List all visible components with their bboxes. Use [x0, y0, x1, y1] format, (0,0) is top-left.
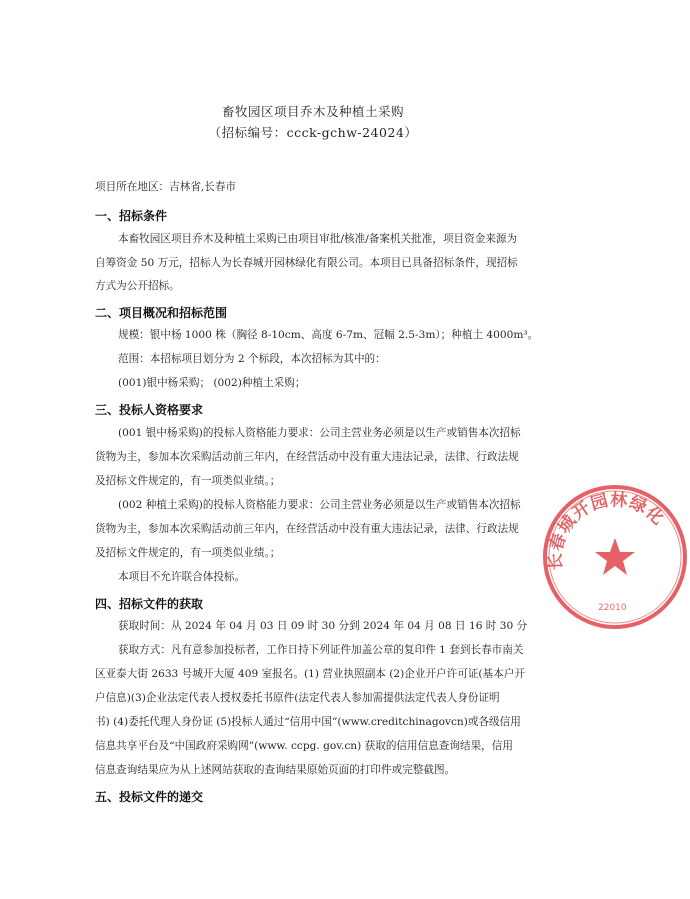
qualification-line: (002 种植土采购)的投标人资格能力要求：公司主营业务必须是以生产或销售本次招标	[118, 499, 521, 511]
seal-text: 长春城开园林绿化	[545, 490, 669, 571]
qualification-line: 货物为主，参加本次采购活动前三年内，在经营活动中没有重大违法记录，法律、行政法规	[95, 451, 519, 463]
seal-star-icon	[595, 538, 635, 575]
acquisition-method-line: 信息共享平台及“中国政府采购网”(www. ccpg. gov.cn) 获取的信用信息查询结果，信用	[95, 740, 513, 752]
acquisition-method-line: 获取方式：凡有意参加投标者，工作日持下列证件加盖公章的复印件 1 套到长春市南关	[118, 644, 524, 656]
project-scope: 范围：本招标项目划分为 2 个标段，本次招标为其中的：	[118, 353, 386, 365]
section-5-heading: 五、投标文件的递交	[95, 790, 204, 804]
section-1-line: 自筹资金 50 万元，招标人为长春城开园林绿化有限公司。本项目已具备招标条件，现招标	[95, 257, 518, 269]
acquisition-time: 获取时间：从 2024 年 04 月 03 日 09 时 30 分到 2024 年 04 月 08 日 16 时 30 分	[118, 620, 528, 632]
acquisition-method-line: 区亚泰大街 2633 号城开大厦 409 室报名。(1) 营业执照副本 (2)企业开户许可证(基本户开	[95, 668, 525, 680]
section-4-heading: 四、招标文件的获取	[95, 597, 204, 611]
seal-code: 22010	[598, 603, 627, 613]
company-seal	[540, 482, 690, 632]
section-1-heading: 一、招标条件	[95, 209, 168, 223]
qualification-line: (001 银中杨采购)的投标人资格能力要求：公司主营业务必须是以生产或销售本次招标	[118, 427, 521, 439]
qualification-line: 货物为主，参加本次采购活动前三年内，在经营活动中没有重大违法记录，法律、行政法规	[95, 523, 519, 535]
document-title: 畜牧园区项目乔木及种植土采购	[221, 104, 404, 119]
project-location: 项目所在地区：吉林省,长春市	[95, 181, 237, 193]
qualification-line: 及招标文件规定的，有一项类似业绩。；	[95, 475, 281, 487]
acquisition-method-line: 户信息)(3)企业法定代表人授权委托书原件(法定代表人参加需提供法定代表人身份证明	[95, 692, 500, 704]
section-2-heading: 二、项目概况和招标范围	[95, 306, 228, 320]
section-1-line: 方式为公开招标。	[95, 280, 180, 292]
acquisition-method-line: 信息查询结果应为从上述网站获取的查询结果原始页面的打印件或完整截图。	[95, 764, 456, 776]
consortium-note: 本项目不允许联合体投标。	[118, 571, 246, 583]
section-1-line: 本畜牧园区项目乔木及种植土采购已由项目审批/核准/备案机关批准，项目资金来源为	[118, 233, 518, 245]
project-lots: (001)银中杨采购； (002)种植土采购；	[118, 377, 306, 389]
tender-number: （招标编号：ccck-gchw-24024）	[208, 125, 418, 140]
qualification-line: 及招标文件规定的，有一项类似业绩。；	[95, 547, 281, 559]
project-scale: 规模：银中杨 1000 株（胸径 8-10cm、高度 6-7m、冠幅 2.5-3m）；种植土 4000m³。	[118, 329, 539, 341]
acquisition-method-line: 书) (4)委托代理人身份证 (5)投标人通过“信用中国”(www.creditchinagovcn)或各级信用	[95, 716, 521, 728]
section-3-heading: 三、投标人资格要求	[95, 403, 204, 417]
